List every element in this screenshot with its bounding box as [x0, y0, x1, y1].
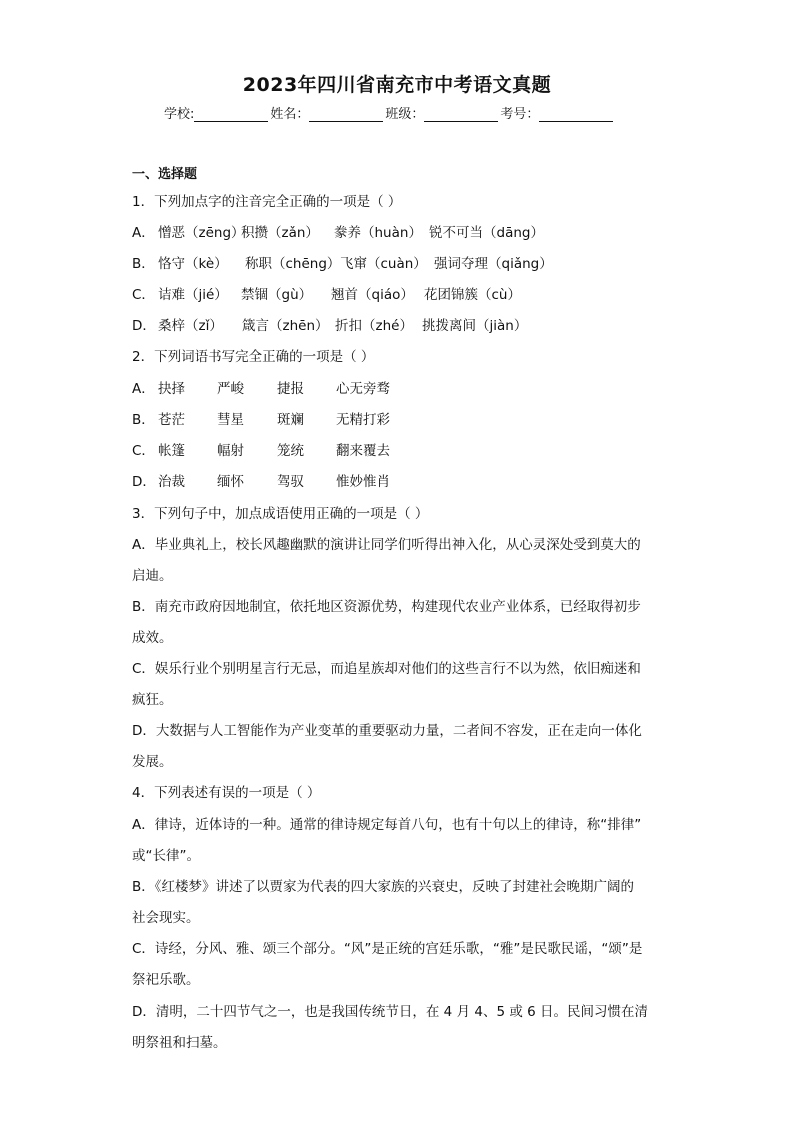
- name-blank[interactable]: [309, 107, 383, 122]
- option-text-line: 祭祀乐歌。: [132, 972, 200, 988]
- option-item: 无精打彩: [336, 412, 390, 428]
- page-title: 2023年四川省南充市中考语文真题: [242, 74, 552, 96]
- option-item: 帐篷: [158, 443, 185, 459]
- option-item: 捷报: [277, 381, 304, 397]
- option-label: C．: [132, 287, 155, 303]
- option-text-line: 疯狂。: [132, 692, 173, 708]
- option-row: [132, 380, 390, 398]
- option-item: 桑梓（zǐ）: [158, 318, 223, 334]
- question-stem: 3．下列句子中，加点成语使用正确的一项是（ ）: [132, 506, 429, 522]
- option-item: 诘难（jié）: [158, 287, 228, 303]
- option-row: [132, 286, 521, 304]
- student-info-row: [164, 103, 615, 122]
- exam-number-blank[interactable]: [539, 107, 613, 122]
- option-text-line: 成效。: [132, 630, 173, 646]
- option-item: 斑斓: [277, 412, 304, 428]
- school-blank[interactable]: [194, 107, 268, 122]
- option-item: 彗星: [217, 412, 244, 428]
- option-row: [132, 224, 544, 242]
- class-blank[interactable]: [424, 107, 498, 122]
- option-item: 锐不可当（dāng）: [429, 225, 544, 241]
- option-label: B．: [132, 256, 155, 272]
- option-item: 抉择: [158, 381, 185, 397]
- option-item: 豢养（huàn）: [334, 225, 422, 241]
- option-item: 积攒（zǎn）: [241, 225, 319, 241]
- option-item: 笼统: [277, 443, 304, 459]
- school-label: 学校:: [164, 107, 195, 122]
- option-item: 强词夺理（qiǎng）: [434, 256, 553, 272]
- option-item: 花团锦簇（cù）: [424, 287, 521, 303]
- section-heading: 一、选择题: [132, 167, 198, 182]
- option-item: 憎恶（zēng）: [158, 225, 245, 241]
- option-item: 翘首（qiáo）: [331, 287, 414, 303]
- option-item: 心无旁骛: [336, 381, 390, 397]
- option-text-line: D．清明，二十四节气之一，也是我国传统节日，在 4 月 4、5 或 6 日。民间习惯在清: [132, 1004, 648, 1020]
- option-text-line: 启迪。: [132, 568, 173, 584]
- option-label: A．: [132, 381, 155, 397]
- option-item: 称职（chēng）: [245, 256, 341, 272]
- option-text-line: 社会现实。: [132, 910, 200, 926]
- option-label: A．: [132, 225, 155, 241]
- option-item: 幅射: [217, 443, 244, 459]
- option-label: D．: [132, 474, 156, 490]
- option-item: 翻来覆去: [336, 443, 390, 459]
- question-stem: 2．下列词语书写完全正确的一项是（ ）: [132, 349, 375, 365]
- option-text-line: C．娱乐行业个别明星言行无忌，而追星族却对他们的这些言行不以为然，依旧痴迷和: [132, 661, 641, 677]
- option-row: [132, 442, 390, 460]
- option-text-line: 或“长律”。: [132, 848, 200, 864]
- option-text-line: C．诗经，分风、雅、颂三个部分。“风”是正统的宫廷乐歌，“雅”是民歌民谣，“颂”是: [132, 941, 643, 957]
- option-item: 箴言（zhēn）: [242, 318, 329, 334]
- option-label: B．: [132, 412, 155, 428]
- option-item: 苍茫: [158, 412, 185, 428]
- option-row: [132, 317, 527, 335]
- name-label: 姓名：: [270, 107, 310, 122]
- option-text-line: A．律诗，近体诗的一种。通常的律诗规定每首八句，也有十句以上的律诗，称“排律”: [132, 817, 642, 833]
- option-item: 挑拨离间（jiàn）: [422, 318, 528, 334]
- question-stem: 1．下列加点字的注音完全正确的一项是（ ）: [132, 194, 402, 210]
- option-text-line: A．毕业典礼上，校长风趣幽默的演讲让同学们听得出神入化，从心灵深处受到莫大的: [132, 537, 641, 553]
- option-item: 飞窜（cuàn）: [340, 256, 427, 272]
- class-label: 班级：: [385, 107, 425, 122]
- option-row: [132, 411, 390, 429]
- option-item: 治裁: [158, 474, 185, 490]
- option-item: 惟妙惟肖: [336, 474, 390, 490]
- option-text-line: D．大数据与人工智能作为产业变革的重要驱动力量，二者间不容发，正在走向一体化: [132, 723, 642, 739]
- question-stem: 4．下列表述有误的一项是（ ）: [132, 785, 321, 801]
- option-row: [132, 255, 553, 273]
- option-item: 禁锢（gù）: [241, 287, 313, 303]
- option-item: 缅怀: [217, 474, 244, 490]
- option-item: 严峻: [217, 381, 244, 397]
- option-item: 驾驭: [277, 474, 304, 490]
- option-item: 恪守（kè）: [158, 256, 228, 272]
- exam-number-label: 考号：: [500, 107, 540, 122]
- option-text-line: B．《红楼梦》讲述了以贾家为代表的四大家族的兴衰史，反映了封建社会晚期广阔的: [132, 879, 635, 895]
- option-label: D．: [132, 318, 156, 334]
- option-label: C．: [132, 443, 155, 459]
- option-text-line: 发展。: [132, 754, 173, 770]
- option-item: 折扣（zhé）: [335, 318, 413, 334]
- option-row: [132, 473, 390, 491]
- option-text-line: B．南充市政府因地制宜，依托地区资源优势，构建现代农业产业体系，已经取得初步: [132, 599, 641, 615]
- option-text-line: 明祭祖和扫墓。: [132, 1035, 227, 1051]
